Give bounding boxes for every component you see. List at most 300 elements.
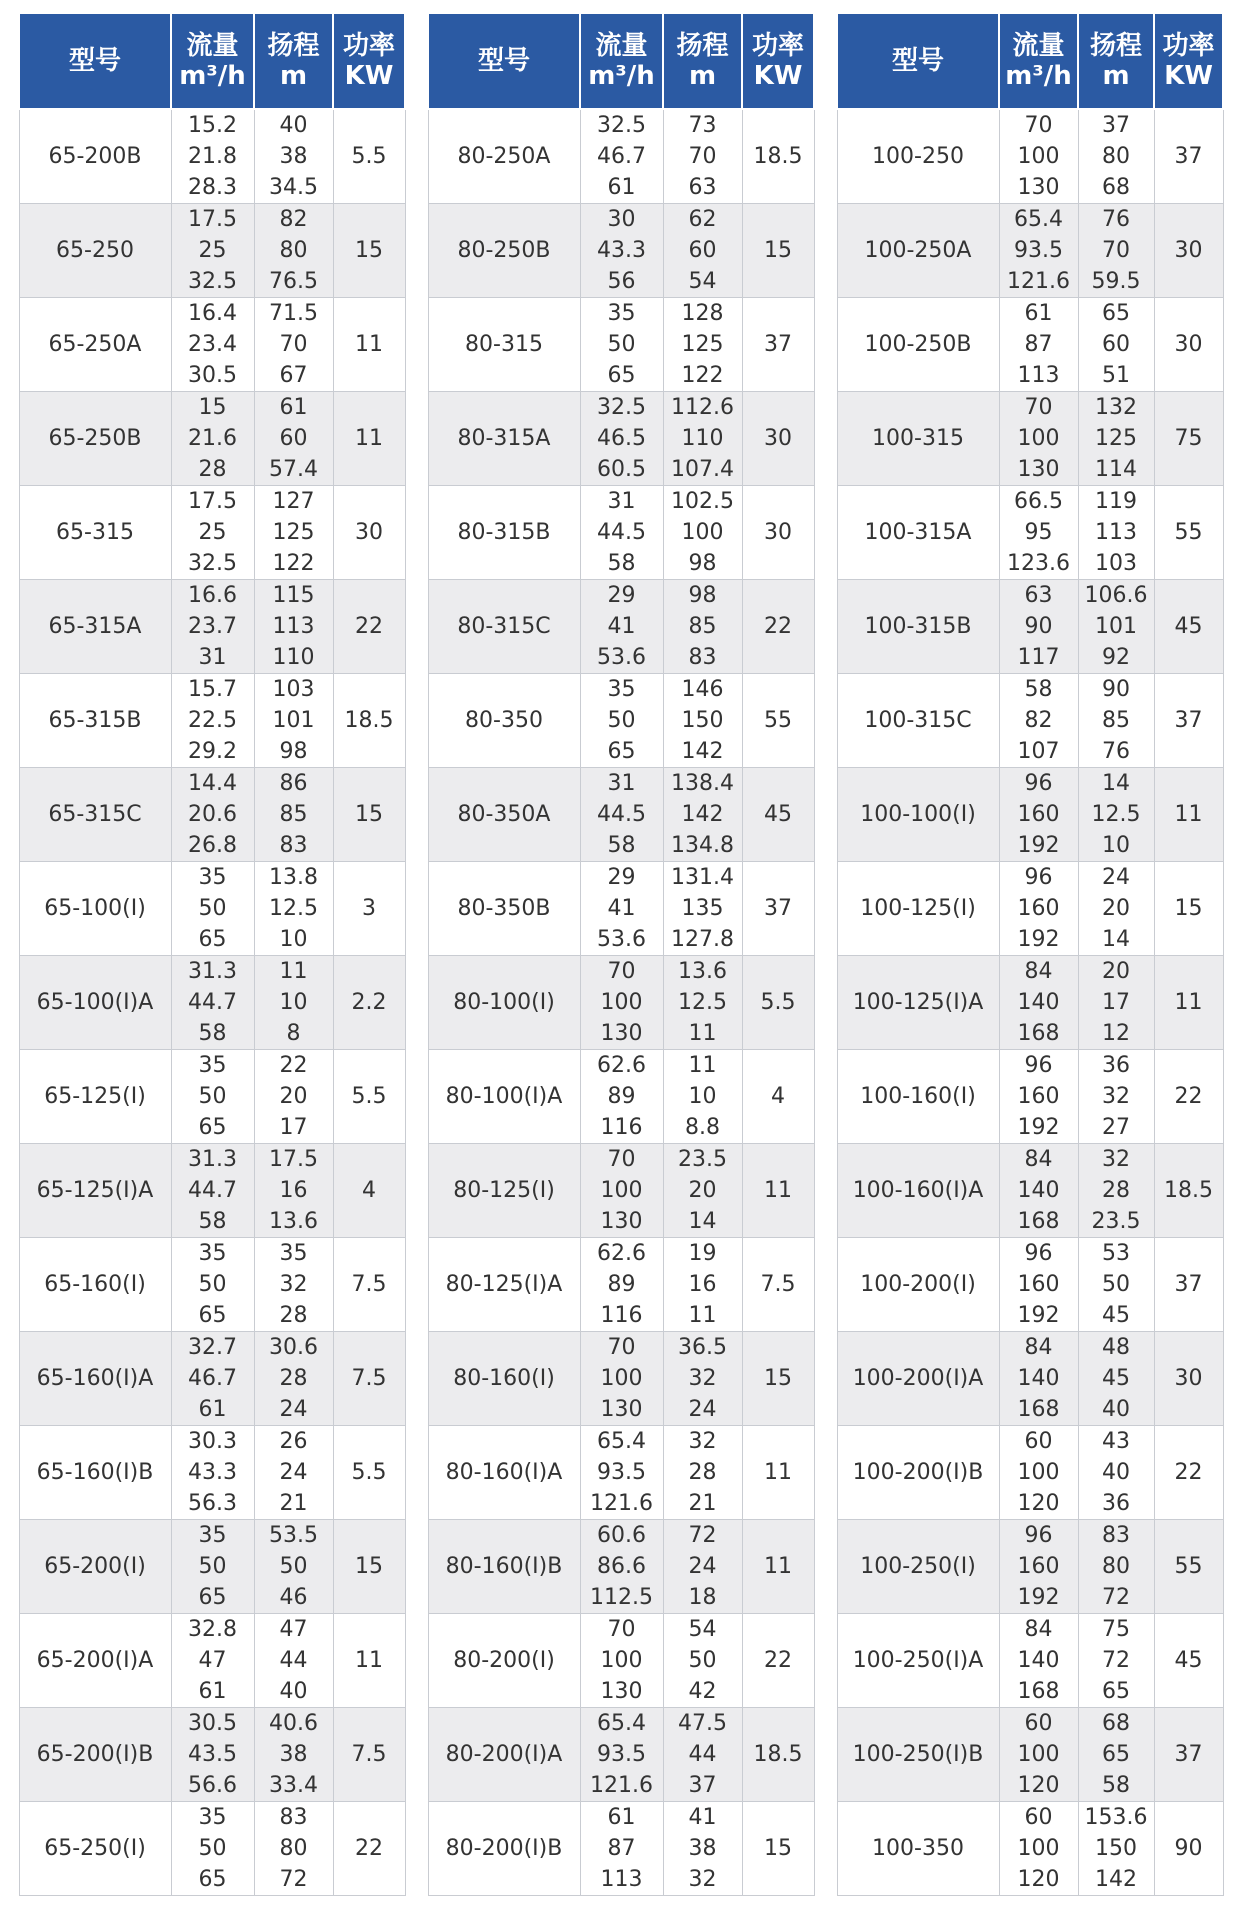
flow-value: 62.6 bbox=[597, 1053, 646, 1078]
head-cell bbox=[663, 580, 742, 674]
flow-value: 46.7 bbox=[597, 144, 646, 169]
flow-cell bbox=[999, 204, 1078, 298]
model-cell: 65-200B bbox=[19, 109, 171, 204]
table-row bbox=[19, 392, 405, 486]
flow-value: 70 bbox=[607, 1617, 636, 1642]
head-value: 80 bbox=[279, 238, 308, 263]
power-cell: 4 bbox=[333, 1144, 405, 1238]
flow-value: 93.5 bbox=[597, 1460, 646, 1485]
flow-value: 86.6 bbox=[597, 1554, 646, 1579]
power-cell: 30 bbox=[1154, 1332, 1223, 1426]
model-cell: 100-160(I) bbox=[837, 1050, 999, 1144]
flow-value: 100 bbox=[600, 990, 643, 1015]
flow-cell bbox=[580, 768, 663, 862]
head-value: 32 bbox=[1102, 1147, 1130, 1172]
power-cell: 30 bbox=[742, 486, 814, 580]
flow-cell bbox=[580, 204, 663, 298]
table-row bbox=[428, 862, 814, 956]
table-row bbox=[837, 862, 1223, 956]
flow-value: 168 bbox=[1017, 1397, 1060, 1422]
head-value: 67 bbox=[279, 363, 308, 388]
head-cell bbox=[1078, 1238, 1154, 1332]
table-row bbox=[19, 204, 405, 298]
head-cell bbox=[254, 486, 333, 580]
table-row bbox=[837, 768, 1223, 862]
head-value: 153.6 bbox=[1084, 1805, 1148, 1830]
head-value: 21 bbox=[279, 1491, 308, 1516]
head-value: 103 bbox=[272, 677, 315, 702]
head-cell bbox=[254, 204, 333, 298]
flow-cell bbox=[171, 204, 254, 298]
head-value: 86 bbox=[279, 771, 308, 796]
head-value: 24 bbox=[688, 1397, 717, 1422]
flow-value: 44.7 bbox=[188, 1178, 237, 1203]
flow-value: 100 bbox=[1017, 1742, 1060, 1767]
flow-value: 123.6 bbox=[1007, 551, 1070, 576]
table-row bbox=[428, 1426, 814, 1520]
head-value: 19 bbox=[688, 1241, 717, 1266]
head-cell bbox=[254, 392, 333, 486]
head-cell bbox=[663, 1144, 742, 1238]
head-value: 13.6 bbox=[269, 1209, 318, 1234]
flow-cell bbox=[999, 580, 1078, 674]
table-row bbox=[428, 1614, 814, 1708]
flow-value: 100 bbox=[1017, 144, 1060, 169]
flow-cell bbox=[999, 298, 1078, 392]
flow-cell bbox=[171, 1332, 254, 1426]
head-value: 44 bbox=[688, 1742, 717, 1767]
head-cell bbox=[254, 1238, 333, 1332]
flow-value: 23.7 bbox=[188, 614, 237, 639]
head-cell bbox=[254, 1050, 333, 1144]
model-cell: 80-315C bbox=[428, 580, 580, 674]
model-cell: 80-350A bbox=[428, 768, 580, 862]
flow-cell bbox=[999, 1144, 1078, 1238]
head-value: 142 bbox=[1095, 1867, 1137, 1892]
head-cell bbox=[1078, 768, 1154, 862]
flow-cell bbox=[580, 392, 663, 486]
flow-value: 192 bbox=[1017, 927, 1060, 952]
flow-value: 41 bbox=[607, 614, 636, 639]
flow-value: 96 bbox=[1024, 1523, 1053, 1548]
head-value: 24 bbox=[279, 1397, 308, 1422]
head-cell bbox=[254, 1614, 333, 1708]
flow-value: 84 bbox=[1024, 1617, 1053, 1642]
head-value: 112.6 bbox=[671, 395, 734, 420]
head-value: 70 bbox=[279, 332, 308, 357]
model-cell: 100-250A bbox=[837, 204, 999, 298]
model-cell: 80-315A bbox=[428, 392, 580, 486]
head-value: 20 bbox=[1102, 896, 1130, 921]
flow-value: 31.3 bbox=[188, 959, 237, 984]
table-row bbox=[837, 1050, 1223, 1144]
head-value: 125 bbox=[272, 520, 315, 545]
model-cell: 100-160(I)A bbox=[837, 1144, 999, 1238]
power-cell: 7.5 bbox=[333, 1238, 405, 1332]
model-cell: 65-315C bbox=[19, 768, 171, 862]
head-value: 80 bbox=[1102, 144, 1130, 169]
head-value: 107.4 bbox=[671, 457, 734, 482]
power-cell: 11 bbox=[333, 298, 405, 392]
head-cell bbox=[663, 109, 742, 204]
flow-value: 65 bbox=[198, 927, 227, 952]
flow-value: 35 bbox=[198, 1805, 227, 1830]
head-value: 106.6 bbox=[1084, 583, 1148, 608]
model-cell: 65-160(I)A bbox=[19, 1332, 171, 1426]
flow-value: 60 bbox=[1024, 1711, 1053, 1736]
head-value: 12.5 bbox=[1091, 802, 1141, 827]
flow-cell bbox=[171, 768, 254, 862]
flow-value: 31.3 bbox=[188, 1147, 237, 1172]
head-cell bbox=[663, 392, 742, 486]
head-value: 98 bbox=[688, 551, 717, 576]
table-row bbox=[837, 1332, 1223, 1426]
flow-cell bbox=[580, 580, 663, 674]
flow-value: 15 bbox=[198, 395, 227, 420]
table-row bbox=[837, 486, 1223, 580]
table-row bbox=[837, 674, 1223, 768]
power-cell: 22 bbox=[333, 1802, 405, 1896]
model-cell: 80-160(I) bbox=[428, 1332, 580, 1426]
flow-cell bbox=[171, 1802, 254, 1896]
flow-value: 32.5 bbox=[188, 551, 237, 576]
flow-value: 192 bbox=[1017, 1585, 1060, 1610]
power-cell: 7.5 bbox=[333, 1332, 405, 1426]
flow-value: 95 bbox=[1024, 520, 1053, 545]
head-cell bbox=[254, 1332, 333, 1426]
model-cell: 80-125(I)A bbox=[428, 1238, 580, 1332]
flow-cell bbox=[580, 1426, 663, 1520]
flow-value: 70 bbox=[1024, 395, 1053, 420]
table-row bbox=[428, 674, 814, 768]
flow-cell bbox=[580, 298, 663, 392]
header-power: 功率 KW bbox=[333, 13, 405, 109]
head-value: 131.4 bbox=[671, 865, 734, 890]
flow-value: 120 bbox=[1017, 1867, 1060, 1892]
flow-cell bbox=[171, 1050, 254, 1144]
head-value: 70 bbox=[688, 144, 717, 169]
head-value: 8 bbox=[286, 1021, 301, 1046]
model-cell: 100-315A bbox=[837, 486, 999, 580]
head-value: 10 bbox=[279, 927, 308, 952]
pump-spec-table-1 bbox=[18, 12, 406, 1896]
flow-cell bbox=[171, 1238, 254, 1332]
flow-cell bbox=[171, 674, 254, 768]
flow-value: 65.4 bbox=[597, 1429, 646, 1454]
flow-value: 44.7 bbox=[188, 990, 237, 1015]
model-cell: 80-200(I)B bbox=[428, 1802, 580, 1896]
flow-value: 130 bbox=[600, 1679, 643, 1704]
flow-value: 46.7 bbox=[188, 1366, 237, 1391]
flow-value: 116 bbox=[600, 1115, 643, 1140]
table-row bbox=[837, 298, 1223, 392]
model-cell: 65-200(I) bbox=[19, 1520, 171, 1614]
model-cell: 80-160(I)B bbox=[428, 1520, 580, 1614]
flow-value: 53.6 bbox=[597, 927, 646, 952]
head-cell bbox=[663, 956, 742, 1050]
model-cell: 65-250A bbox=[19, 298, 171, 392]
flow-value: 25 bbox=[198, 238, 227, 263]
head-value: 37 bbox=[688, 1773, 717, 1798]
head-value: 28 bbox=[1102, 1178, 1130, 1203]
head-value: 83 bbox=[1102, 1523, 1130, 1548]
head-value: 100 bbox=[681, 520, 724, 545]
power-cell: 45 bbox=[1154, 580, 1223, 674]
table-row bbox=[428, 486, 814, 580]
model-cell: 100-315 bbox=[837, 392, 999, 486]
model-cell: 100-250(I)A bbox=[837, 1614, 999, 1708]
head-value: 113 bbox=[1095, 520, 1137, 545]
flow-value: 35 bbox=[198, 1523, 227, 1548]
head-value: 72 bbox=[279, 1867, 308, 1892]
flow-cell bbox=[580, 1614, 663, 1708]
table-row bbox=[19, 1332, 405, 1426]
head-value: 115 bbox=[272, 583, 315, 608]
head-value: 36 bbox=[1102, 1053, 1130, 1078]
head-value: 61 bbox=[279, 395, 308, 420]
flow-value: 31 bbox=[607, 771, 636, 796]
flow-value: 168 bbox=[1017, 1209, 1060, 1234]
head-cell bbox=[254, 109, 333, 204]
head-value: 32 bbox=[688, 1429, 717, 1454]
table-row bbox=[428, 1238, 814, 1332]
flow-cell bbox=[580, 1050, 663, 1144]
flow-value: 168 bbox=[1017, 1679, 1060, 1704]
flow-value: 62.6 bbox=[597, 1241, 646, 1266]
head-value: 11 bbox=[279, 959, 308, 984]
table-row bbox=[428, 1520, 814, 1614]
flow-value: 58 bbox=[198, 1021, 227, 1046]
head-value: 24 bbox=[1102, 865, 1130, 890]
head-value: 41 bbox=[688, 1805, 717, 1830]
flow-value: 16.4 bbox=[188, 301, 237, 326]
head-value: 14 bbox=[1102, 927, 1130, 952]
flow-cell bbox=[171, 1520, 254, 1614]
model-cell: 65-200(I)A bbox=[19, 1614, 171, 1708]
head-value: 101 bbox=[272, 708, 315, 733]
flow-cell bbox=[171, 1144, 254, 1238]
flow-value: 70 bbox=[607, 1335, 636, 1360]
power-cell: 30 bbox=[1154, 298, 1223, 392]
header-power: 功率 KW bbox=[742, 13, 814, 109]
head-value: 103 bbox=[1095, 551, 1137, 576]
head-cell bbox=[663, 204, 742, 298]
head-cell bbox=[1078, 298, 1154, 392]
head-value: 13.6 bbox=[678, 959, 727, 984]
power-cell: 11 bbox=[333, 392, 405, 486]
flow-value: 43.3 bbox=[188, 1460, 237, 1485]
flow-value: 89 bbox=[607, 1084, 636, 1109]
head-value: 125 bbox=[1095, 426, 1137, 451]
power-cell: 7.5 bbox=[742, 1238, 814, 1332]
model-cell: 80-100(I)A bbox=[428, 1050, 580, 1144]
flow-value: 116 bbox=[600, 1303, 643, 1328]
flow-value: 44.5 bbox=[597, 520, 646, 545]
head-value: 48 bbox=[1102, 1335, 1130, 1360]
head-cell bbox=[663, 1708, 742, 1802]
head-cell bbox=[1078, 1520, 1154, 1614]
head-value: 40 bbox=[1102, 1460, 1130, 1485]
pump-spec-table-3 bbox=[836, 12, 1224, 1896]
head-value: 26 bbox=[279, 1429, 308, 1454]
flow-value: 93.5 bbox=[1014, 238, 1063, 263]
table-row bbox=[19, 1144, 405, 1238]
head-value: 16 bbox=[688, 1272, 717, 1297]
table-row bbox=[837, 1426, 1223, 1520]
flow-value: 130 bbox=[1017, 457, 1060, 482]
model-cell: 80-315B bbox=[428, 486, 580, 580]
flow-value: 29 bbox=[607, 583, 636, 608]
flow-value: 60 bbox=[1024, 1805, 1053, 1830]
head-value: 90 bbox=[1102, 677, 1130, 702]
head-value: 20 bbox=[279, 1084, 308, 1109]
power-cell: 37 bbox=[1154, 109, 1223, 204]
head-value: 21 bbox=[688, 1491, 717, 1516]
head-cell bbox=[663, 486, 742, 580]
power-cell: 15 bbox=[742, 204, 814, 298]
head-value: 47.5 bbox=[678, 1711, 727, 1736]
table-row bbox=[837, 1708, 1223, 1802]
flow-value: 192 bbox=[1017, 833, 1060, 858]
flow-cell bbox=[999, 956, 1078, 1050]
power-cell: 30 bbox=[742, 392, 814, 486]
flow-value: 32.7 bbox=[188, 1335, 237, 1360]
flow-value: 32.5 bbox=[188, 269, 237, 294]
table-row bbox=[837, 109, 1223, 204]
power-cell: 37 bbox=[742, 298, 814, 392]
flow-value: 61 bbox=[1024, 301, 1053, 326]
flow-value: 113 bbox=[600, 1867, 643, 1892]
head-value: 68 bbox=[1102, 175, 1130, 200]
flow-value: 192 bbox=[1017, 1115, 1060, 1140]
head-value: 65 bbox=[1102, 301, 1130, 326]
table-row bbox=[19, 1802, 405, 1896]
head-value: 76 bbox=[1102, 207, 1130, 232]
flow-cell bbox=[580, 109, 663, 204]
flow-cell bbox=[580, 486, 663, 580]
flow-value: 65 bbox=[198, 1585, 227, 1610]
head-cell bbox=[663, 674, 742, 768]
model-cell: 100-315B bbox=[837, 580, 999, 674]
flow-value: 87 bbox=[607, 1836, 636, 1861]
head-value: 114 bbox=[1095, 457, 1137, 482]
table-row bbox=[19, 486, 405, 580]
flow-value: 160 bbox=[1017, 1554, 1060, 1579]
flow-value: 50 bbox=[198, 1554, 227, 1579]
flow-value: 121.6 bbox=[1007, 269, 1070, 294]
flow-value: 31 bbox=[607, 489, 636, 514]
table-row bbox=[428, 204, 814, 298]
flow-value: 84 bbox=[1024, 1147, 1053, 1172]
table-row bbox=[837, 392, 1223, 486]
head-cell bbox=[1078, 956, 1154, 1050]
head-cell bbox=[1078, 1332, 1154, 1426]
head-value: 54 bbox=[688, 1617, 717, 1642]
header-head: 扬程 m bbox=[1078, 13, 1154, 109]
model-cell: 65-125(I) bbox=[19, 1050, 171, 1144]
head-value: 122 bbox=[272, 551, 315, 576]
head-cell bbox=[254, 956, 333, 1050]
power-cell: 18.5 bbox=[742, 109, 814, 204]
flow-cell bbox=[171, 580, 254, 674]
flow-value: 82 bbox=[1024, 708, 1053, 733]
flow-value: 113 bbox=[1017, 363, 1060, 388]
table-row bbox=[837, 1238, 1223, 1332]
flow-value: 70 bbox=[1024, 113, 1053, 138]
table-row bbox=[19, 768, 405, 862]
head-value: 32 bbox=[279, 1272, 308, 1297]
power-cell: 11 bbox=[1154, 956, 1223, 1050]
head-value: 20 bbox=[1102, 959, 1130, 984]
flow-value: 35 bbox=[607, 301, 636, 326]
power-cell: 37 bbox=[742, 862, 814, 956]
table-row bbox=[19, 298, 405, 392]
flow-value: 66.5 bbox=[1014, 489, 1063, 514]
head-cell bbox=[1078, 1144, 1154, 1238]
flow-cell bbox=[580, 1520, 663, 1614]
flow-value: 168 bbox=[1017, 1021, 1060, 1046]
head-value: 85 bbox=[1102, 708, 1130, 733]
head-value: 33.4 bbox=[269, 1773, 318, 1798]
flow-value: 30.5 bbox=[188, 1711, 237, 1736]
model-cell: 100-250B bbox=[837, 298, 999, 392]
flow-value: 192 bbox=[1017, 1303, 1060, 1328]
head-value: 59.5 bbox=[1091, 269, 1141, 294]
power-cell: 22 bbox=[1154, 1426, 1223, 1520]
header-flow: 流量 m³/h bbox=[999, 13, 1078, 109]
flow-cell bbox=[171, 862, 254, 956]
head-value: 50 bbox=[279, 1554, 308, 1579]
flow-value: 41 bbox=[607, 896, 636, 921]
head-value: 27 bbox=[1102, 1115, 1130, 1140]
flow-value: 35 bbox=[607, 677, 636, 702]
flow-value: 30 bbox=[607, 207, 636, 232]
head-value: 40 bbox=[279, 113, 308, 138]
table-row bbox=[428, 1802, 814, 1896]
head-value: 70 bbox=[1102, 238, 1130, 263]
power-cell: 22 bbox=[333, 580, 405, 674]
table-row bbox=[19, 1520, 405, 1614]
model-cell: 80-250B bbox=[428, 204, 580, 298]
power-cell: 55 bbox=[1154, 1520, 1223, 1614]
table-row bbox=[19, 674, 405, 768]
model-cell: 65-250B bbox=[19, 392, 171, 486]
flow-value: 120 bbox=[1017, 1773, 1060, 1798]
power-cell: 22 bbox=[742, 580, 814, 674]
power-cell: 55 bbox=[1154, 486, 1223, 580]
head-cell bbox=[1078, 1708, 1154, 1802]
head-value: 28 bbox=[279, 1303, 308, 1328]
flow-cell bbox=[999, 1238, 1078, 1332]
model-cell: 80-315 bbox=[428, 298, 580, 392]
flow-value: 61 bbox=[198, 1679, 227, 1704]
head-value: 17.5 bbox=[269, 1147, 318, 1172]
flow-value: 47 bbox=[198, 1648, 227, 1673]
flow-value: 96 bbox=[1024, 771, 1053, 796]
table-row bbox=[837, 1520, 1223, 1614]
flow-cell bbox=[580, 1802, 663, 1896]
table-row bbox=[428, 768, 814, 862]
power-cell: 5.5 bbox=[333, 1050, 405, 1144]
head-value: 11 bbox=[688, 1053, 717, 1078]
model-cell: 80-350 bbox=[428, 674, 580, 768]
flow-value: 21.8 bbox=[188, 144, 237, 169]
head-value: 71.5 bbox=[269, 301, 318, 326]
flow-value: 22.5 bbox=[188, 708, 237, 733]
head-value: 12.5 bbox=[269, 896, 318, 921]
head-value: 150 bbox=[1095, 1836, 1137, 1861]
head-value: 65 bbox=[1102, 1679, 1130, 1704]
